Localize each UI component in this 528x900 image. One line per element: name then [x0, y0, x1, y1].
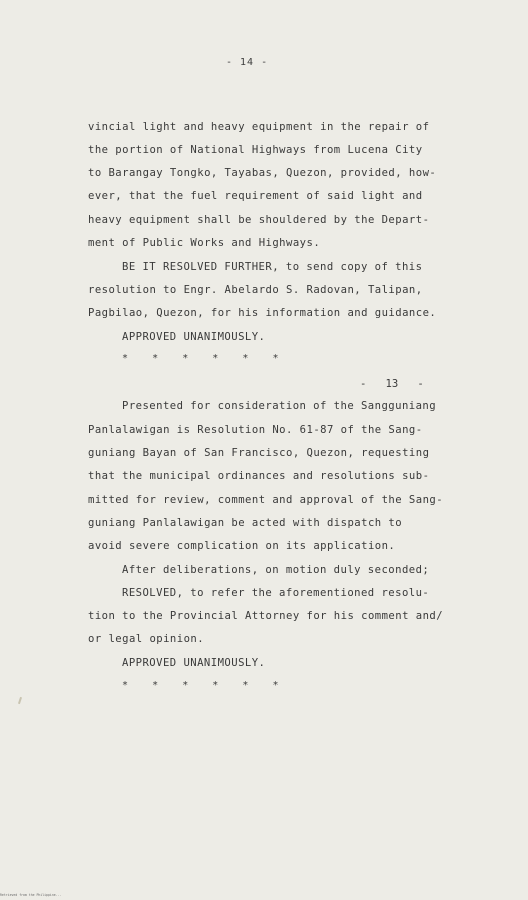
- text-line: tion to the Provincial Attorney for his comment and/: [88, 610, 444, 622]
- text-line: that the municipal ordinances and resolutions sub-: [88, 470, 430, 482]
- text-line: ment of Public Works and Highways.: [88, 237, 321, 249]
- text-line: RESOLVED, to refer the aforementioned resolu-: [122, 587, 430, 599]
- text-line: heavy equipment shall be shouldered by the Depart-: [88, 214, 430, 226]
- page-number: [226, 57, 270, 68]
- text-line: Presented for consideration of the Sangguniang: [122, 400, 437, 412]
- text-line: avoid severe complication on its application.: [88, 540, 396, 552]
- text-line: the portion of National Highways from Lucena City: [88, 144, 423, 156]
- text-line: After deliberations, on motion duly seconded;: [122, 564, 430, 576]
- separator-stars: * * * * * *: [122, 353, 279, 364]
- text-line: vincial light and heavy equipment in the repair of: [88, 121, 430, 133]
- text-line: Panlalawigan is Resolution No. 61-87 of the Sang-: [88, 424, 423, 436]
- text-line: guniang Panlalawigan be acted with dispatch to: [88, 517, 403, 529]
- text-line: resolution to Engr. Abelardo S. Radovan, Talipan,: [88, 284, 423, 296]
- text-line: or legal opinion.: [88, 633, 205, 645]
- text-line: mitted for review, comment and approval of the Sang-: [88, 494, 444, 506]
- separator-stars: * * * * * *: [122, 680, 279, 691]
- text-line: guniang Bayan of San Francisco, Quezon, requesting: [88, 447, 430, 459]
- paper-speck: [18, 697, 22, 704]
- text-line: to Barangay Tongko, Tayabas, Quezon, provided, how-: [88, 167, 437, 179]
- approved-unanimously: APPROVED UNANIMOUSLY.: [122, 331, 266, 343]
- page-number-text: - 14 -: [226, 57, 269, 68]
- approved-unanimously: APPROVED UNANIMOUSLY.: [122, 657, 266, 669]
- text-line: Pagbilao, Quezon, for his information and guidance.: [88, 307, 437, 319]
- text-line: ever, that the fuel requirement of said light and: [88, 190, 423, 202]
- footer-strip: Retrieved from the Philippine...: [0, 893, 62, 897]
- text-line: BE IT RESOLVED FURTHER, to send copy of this: [122, 261, 423, 273]
- section-number: - 13 -: [360, 378, 424, 390]
